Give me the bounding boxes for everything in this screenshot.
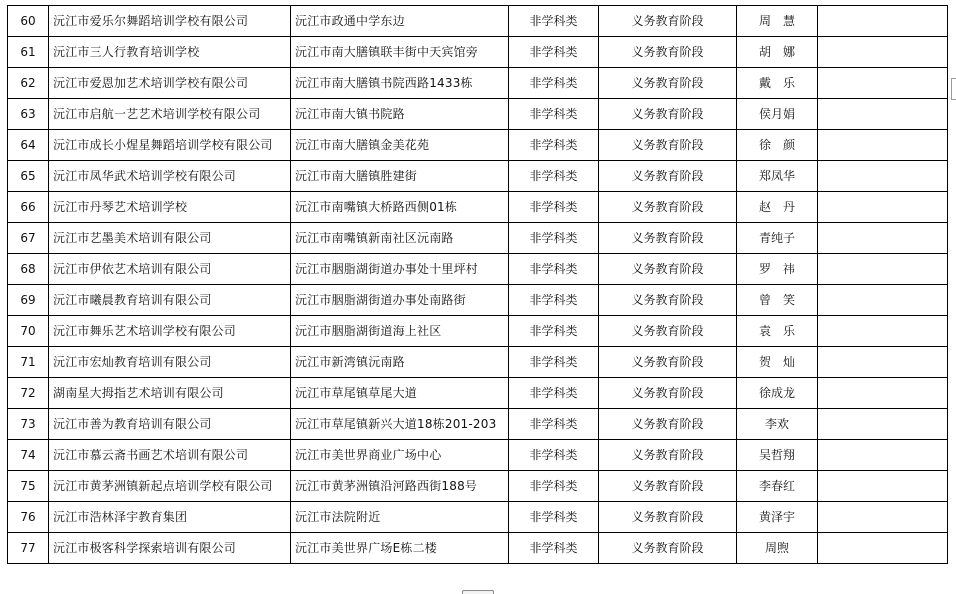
table-body [8, 6, 948, 564]
table-row [8, 347, 948, 378]
row-number-cell: 71 [8, 347, 49, 378]
window-edge-handle [951, 78, 956, 100]
institution-name-cell: 沅江市极客科学探索培训有限公司 [49, 533, 291, 564]
institution-name-cell: 沅江市爱恩加艺术培训学校有限公司 [49, 68, 291, 99]
table-row [8, 223, 948, 254]
row-number-cell: 76 [8, 502, 49, 533]
education-stage-cell: 义务教育阶段 [599, 347, 737, 378]
responsible-person-cell: 罗 祎 [737, 254, 818, 285]
training-category-cell: 非学科类 [509, 285, 599, 316]
row-number-cell: 62 [8, 68, 49, 99]
training-category-cell: 非学科类 [509, 471, 599, 502]
institution-address-cell: 沅江市南大镇书院路 [291, 99, 509, 130]
row-number-cell: 61 [8, 37, 49, 68]
empty-cell [818, 285, 948, 316]
institution-address-cell: 沅江市草尾镇新兴大道18栋201-203 [291, 409, 509, 440]
table-row [8, 6, 948, 37]
table-row [8, 378, 948, 409]
training-category-cell: 非学科类 [509, 533, 599, 564]
responsible-person-cell: 贺 灿 [737, 347, 818, 378]
row-number-cell: 72 [8, 378, 49, 409]
table-row [8, 471, 948, 502]
training-category-cell: 非学科类 [509, 316, 599, 347]
education-stage-cell: 义务教育阶段 [599, 223, 737, 254]
training-category-cell: 非学科类 [509, 6, 599, 37]
empty-cell [818, 502, 948, 533]
education-stage-cell: 义务教育阶段 [599, 316, 737, 347]
education-stage-cell: 义务教育阶段 [599, 440, 737, 471]
education-stage-cell: 义务教育阶段 [599, 161, 737, 192]
institution-address-cell: 沅江市南嘴镇大桥路西侧01栋 [291, 192, 509, 223]
registry-table [7, 5, 948, 564]
empty-cell [818, 6, 948, 37]
empty-cell [818, 99, 948, 130]
training-category-cell: 非学科类 [509, 347, 599, 378]
table-row [8, 192, 948, 223]
responsible-person-cell: 吴哲翔 [737, 440, 818, 471]
row-number-cell: 68 [8, 254, 49, 285]
institution-name-cell: 沅江市舞乐艺术培训学校有限公司 [49, 316, 291, 347]
table-row [8, 533, 948, 564]
institution-address-cell: 沅江市胭脂湖街道海上社区 [291, 316, 509, 347]
education-stage-cell: 义务教育阶段 [599, 502, 737, 533]
empty-cell [818, 316, 948, 347]
institution-name-cell: 沅江市爱乐尔舞蹈培训学校有限公司 [49, 6, 291, 37]
row-number-cell: 75 [8, 471, 49, 502]
table-row [8, 409, 948, 440]
row-number-cell: 66 [8, 192, 49, 223]
responsible-person-cell: 侯月娟 [737, 99, 818, 130]
row-number-cell: 67 [8, 223, 49, 254]
institution-address-cell: 沅江市新湾镇沅南路 [291, 347, 509, 378]
institution-address-cell: 沅江市黄茅洲镇沿河路西街188号 [291, 471, 509, 502]
responsible-person-cell: 赵 丹 [737, 192, 818, 223]
institution-name-cell: 沅江市黄茅洲镇新起点培训学校有限公司 [49, 471, 291, 502]
row-number-cell: 60 [8, 6, 49, 37]
institution-name-cell: 湖南星大拇指艺术培训有限公司 [49, 378, 291, 409]
row-number-cell: 69 [8, 285, 49, 316]
institution-name-cell: 沅江市慕云斋书画艺术培训有限公司 [49, 440, 291, 471]
row-number-cell: 74 [8, 440, 49, 471]
empty-cell [818, 533, 948, 564]
table-row [8, 99, 948, 130]
training-category-cell: 非学科类 [509, 440, 599, 471]
empty-cell [818, 192, 948, 223]
responsible-person-cell: 黄泽宇 [737, 502, 818, 533]
empty-cell [818, 471, 948, 502]
institution-name-cell: 沅江市曦晨教育培训有限公司 [49, 285, 291, 316]
training-category-cell: 非学科类 [509, 161, 599, 192]
empty-cell [818, 37, 948, 68]
training-category-cell: 非学科类 [509, 192, 599, 223]
institution-address-cell: 沅江市美世界商业广场中心 [291, 440, 509, 471]
education-stage-cell: 义务教育阶段 [599, 254, 737, 285]
institution-address-cell: 沅江市南大膳镇金美花苑 [291, 130, 509, 161]
row-number-cell: 70 [8, 316, 49, 347]
empty-cell [818, 254, 948, 285]
training-category-cell: 非学科类 [509, 223, 599, 254]
education-stage-cell: 义务教育阶段 [599, 68, 737, 99]
training-category-cell: 非学科类 [509, 502, 599, 533]
table-row [8, 440, 948, 471]
education-stage-cell: 义务教育阶段 [599, 6, 737, 37]
institution-address-cell: 沅江市南大膳镇联丰街中天宾馆旁 [291, 37, 509, 68]
table-row [8, 161, 948, 192]
responsible-person-cell: 李欢 [737, 409, 818, 440]
institution-name-cell: 沅江市启航一艺艺术培训学校有限公司 [49, 99, 291, 130]
responsible-person-cell: 曾 笑 [737, 285, 818, 316]
table-row [8, 37, 948, 68]
responsible-person-cell: 青纯子 [737, 223, 818, 254]
institution-address-cell: 沅江市胭脂湖街道办事处南路街 [291, 285, 509, 316]
training-category-cell: 非学科类 [509, 409, 599, 440]
institution-name-cell: 沅江市艺墨美术培训有限公司 [49, 223, 291, 254]
training-category-cell: 非学科类 [509, 378, 599, 409]
empty-cell [818, 409, 948, 440]
row-number-cell: 63 [8, 99, 49, 130]
institution-name-cell: 沅江市善为教育培训有限公司 [49, 409, 291, 440]
institution-name-cell: 沅江市凤华武术培训学校有限公司 [49, 161, 291, 192]
responsible-person-cell: 徐成龙 [737, 378, 818, 409]
table-row [8, 316, 948, 347]
table-row [8, 68, 948, 99]
table-row [8, 502, 948, 533]
education-stage-cell: 义务教育阶段 [599, 533, 737, 564]
empty-cell [818, 378, 948, 409]
table-row [8, 130, 948, 161]
training-category-cell: 非学科类 [509, 37, 599, 68]
education-stage-cell: 义务教育阶段 [599, 378, 737, 409]
education-stage-cell: 义务教育阶段 [599, 409, 737, 440]
institution-name-cell: 沅江市丹琴艺术培训学校 [49, 192, 291, 223]
institution-name-cell: 沅江市宏灿教育培训有限公司 [49, 347, 291, 378]
education-stage-cell: 义务教育阶段 [599, 99, 737, 130]
responsible-person-cell: 周煦 [737, 533, 818, 564]
institution-address-cell: 沅江市南大膳镇胜建街 [291, 161, 509, 192]
empty-cell [818, 347, 948, 378]
institution-name-cell: 沅江市浩林泽宇教育集团 [49, 502, 291, 533]
row-number-cell: 77 [8, 533, 49, 564]
table-row [8, 285, 948, 316]
responsible-person-cell: 徐 颜 [737, 130, 818, 161]
institution-address-cell: 沅江市南大膳镇书院西路1433栋 [291, 68, 509, 99]
education-stage-cell: 义务教育阶段 [599, 471, 737, 502]
education-stage-cell: 义务教育阶段 [599, 37, 737, 68]
responsible-person-cell: 胡 娜 [737, 37, 818, 68]
training-category-cell: 非学科类 [509, 254, 599, 285]
training-category-cell: 非学科类 [509, 99, 599, 130]
institution-name-cell: 沅江市伊依艺术培训有限公司 [49, 254, 291, 285]
training-category-cell: 非学科类 [509, 68, 599, 99]
institution-address-cell: 沅江市美世界广场E栋二楼 [291, 533, 509, 564]
institution-address-cell: 沅江市南嘴镇新南社区沅南路 [291, 223, 509, 254]
institution-address-cell: 沅江市法院附近 [291, 502, 509, 533]
education-stage-cell: 义务教育阶段 [599, 130, 737, 161]
institution-name-cell: 沅江市成长小煋星舞蹈培训学校有限公司 [49, 130, 291, 161]
responsible-person-cell: 郑凤华 [737, 161, 818, 192]
institution-address-cell: 沅江市草尾镇草尾大道 [291, 378, 509, 409]
row-number-cell: 64 [8, 130, 49, 161]
education-stage-cell: 义务教育阶段 [599, 285, 737, 316]
institution-name-cell: 沅江市三人行教育培训学校 [49, 37, 291, 68]
responsible-person-cell: 袁 乐 [737, 316, 818, 347]
table-row [8, 254, 948, 285]
empty-cell [818, 223, 948, 254]
responsible-person-cell: 戴 乐 [737, 68, 818, 99]
training-category-cell: 非学科类 [509, 130, 599, 161]
empty-cell [818, 440, 948, 471]
empty-cell [818, 161, 948, 192]
institution-address-cell: 沅江市政通中学东边 [291, 6, 509, 37]
row-number-cell: 65 [8, 161, 49, 192]
empty-cell [818, 68, 948, 99]
institution-address-cell: 沅江市胭脂湖街道办事处十里坪村 [291, 254, 509, 285]
horizontal-scroll-thumb[interactable] [462, 590, 494, 594]
responsible-person-cell: 李春红 [737, 471, 818, 502]
row-number-cell: 73 [8, 409, 49, 440]
responsible-person-cell: 周 慧 [737, 6, 818, 37]
empty-cell [818, 130, 948, 161]
education-stage-cell: 义务教育阶段 [599, 192, 737, 223]
